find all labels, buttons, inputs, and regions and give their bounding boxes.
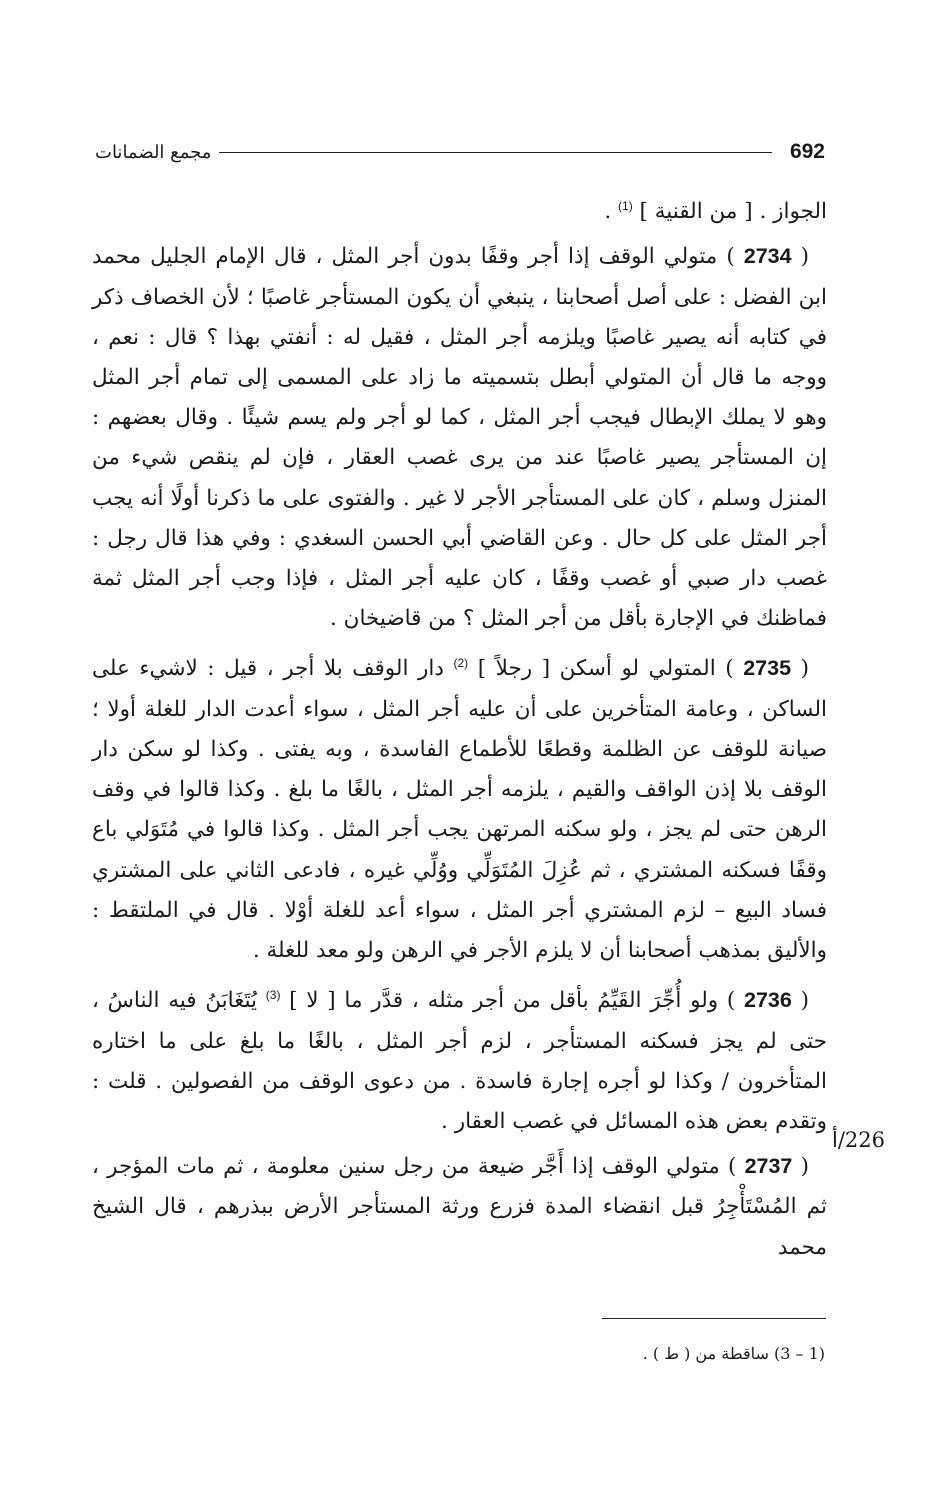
issue-number: 2736: [744, 988, 792, 1013]
paragraph-2735: ( 2735 ) المتولي لو أسكن [ رجلاً ] $^{(2)}$ دار الوقف بلا أجر ، قيل : لاشيء على الساكن ، وعامة المتأخرين على أن عليه أجر المثل ، سواء أعدت الدار للغلة أولا ؛ صيانة للوقف عن الظلمة وقطعًا للأطماع الفاسدة ، وبه يفتى . وكذا لو سكن دار الوقف بلا إذن الواقف والقيم ، يلزمه أجر المثل ، بالغًا ما بلغ . وكذا قالوا في وقف الرهن حتى لم يجز ، ولو سكنه المرتهن يجب أجر المثل . وكذا قالوا في مُتَوَلي باع وقفًا فسكنه المشتري ، ثم عُزِلَ المُتَوَلِّي ووُلِّي غيره ، فادعى الثاني على المشتري فساد البيع – لزم المشتري أجر المثل ، سواء أعد للغلة أوْلا . قال في الملتقط : والأليق بمذهب أصحابنا أن لا يلزم الأجر في الرهن ولو معد للغلة .: [92, 656, 827, 963]
paragraph-2734: ( 2734 ) متولي الوقف إذا أجر وقفًا بدون أجر المثل ، قال الإمام الجليل محمد ابن الفضل : على أصل أصحابنا ، ينبغي أن يكون المستأجر غاصبًا ؛ لأن الخصاف ذكر في كتابه أنه يصير غاصبًا ويلزمه أجر المثل ، فقيل له : أنفتي بهذا ؟ قال : نعم ، ووجه ما قال أن المتولي أبطل بتسميته ما زاد على المسمى إلى تمام أجر المثل وهو لا يملك الإبطال فيجب أجر المثل ، كما لو أجر ولم يسم شيئًا . وقال بعضهم : إن المستأجر يصير غاصبًا عند من يرى غصب العقار ، فإن لم ينقص شيء من المنزل وسلم ، كان على المستأجر الأجر لا غير . والفتوى على ما ذكرنا أولًا أنه يجب أجر المثل على كل حال . وعن القاضي أبي الحسن السغدي : وفي هذا قال رجل : غصب دار صبي أو غصب وقفًا ، كان عليه أجر المثل ، فإذا وجب أجر المثل ثمة فماظنك في الإجارة بأقل من أجر المثل ؟ من قاضيخان .: [92, 244, 827, 632]
header-rule: [219, 152, 772, 153]
issue-number: 2734: [743, 244, 792, 269]
issue-number: 2737: [744, 1154, 793, 1179]
footnote: (1 – 3) ساقطة من ( ط ) .: [642, 1344, 825, 1363]
manuscript-folio-marker: 226/أ: [832, 1128, 886, 1152]
body-text: [92, 186, 827, 1268]
footnote-rule: [602, 1318, 826, 1319]
page-number: 692: [789, 140, 825, 163]
running-title: مجمع الضمانات: [95, 141, 212, 163]
issue-number: 2735: [743, 656, 792, 681]
footnote-ref: (2): [453, 656, 469, 671]
paragraph-continuation: الجواز . [ من القنية ] $^{(1)}$ .: [604, 199, 827, 225]
paragraph-2736: ( 2736 ) ولو أُجِّرَ القَيِّمُ بأقل من أجر مثله ، قدَّر ما [ لا ] $^{(3)}$ يُتَغَابَنُ فيه الناسُ ، حتى لم يجز فسكنه المستأجر ، لزم أجر المثل ، بالغًا ما بلغ على ما اختاره المتأخرون / وكذا لو أجره إجارة فاسدة . من دعوى الوقف من الفصولين . قلت : وتقدم بعض هذه المسائل في غصب العقار .: [92, 988, 827, 1134]
page-header: [95, 132, 825, 172]
paragraph-2737: ( 2737 ) متولي الوقف إذا أَجَّر ضيعة من رجل سنين معلومة ، ثم مات المؤجر ، ثم المُسْتَأْجِرُ قبل انقضاء المدة فزرع ورثة المستأجر الأرض ببذرهم ، قال الشيخ محمد: [92, 1154, 827, 1260]
footnote-ref: (1): [618, 199, 633, 213]
footnote-ref: (3): [265, 988, 281, 1003]
